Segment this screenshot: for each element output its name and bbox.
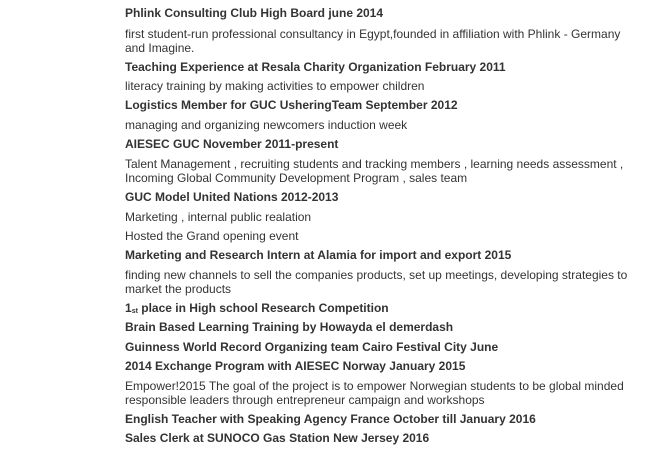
entry-description-phlink: first student-run professional consultancy in Egypt,founded in affiliation with Phlink - Germany and Imagine. [125,27,621,55]
entry-heading-mun: GUC Model United Nations 2012-2013 [125,190,339,204]
entry-heading-phlink: Phlink Consulting Club High Board june 2014 [125,6,384,20]
entry-heading-guinness: Guinness World Record Organizing team Cairo Festival City June [125,340,499,354]
entry-description-ushering: managing and organizing newcomers induction week [125,118,408,132]
entry-description-mun-hosted: Hosted the Grand opening event [125,229,299,243]
entry-heading-english-teacher: English Teacher with Speaking Agency France October till January 2016 [125,412,536,426]
entry-heading-brain-based: Brain Based Learning Training by Howayda el demerdash [125,320,454,334]
entry-heading-research-competition [125,301,640,319]
entry-description-mun-marketing: Marketing , internal public realation [125,210,312,224]
entry-heading-resala: Teaching Experience at Resala Charity Organization February 2011 [125,60,506,74]
entry-description-resala: literacy training by making activities to empower children [125,79,425,93]
entry-heading-sales-clerk: Sales Clerk at SUNOCO Gas Station New Jersey 2016 [125,431,430,445]
entry-heading-aiesec: AIESEC GUC November 2011-present [125,137,339,151]
place-number: 1 [125,301,132,315]
place-suffix: st [131,308,138,315]
entry-heading-ushering: Logistics Member for GUC UsheringTeam September 2012 [125,98,458,112]
place-text: place in High school Research Competition [137,301,389,315]
entry-description-aiesec: Talent Management , recruiting students and tracking members , learning needs assessment , Incoming Global Community Development Program , sales team [125,157,624,185]
entry-description-exchange: Empower!2015 The goal of the project is to empower Norwegian students to be global minded responsible leaders through entrepreneur campaign and workshops [125,379,624,407]
entry-heading-exchange: 2014 Exchange Program with AIESEC Norway January 2015 [125,359,466,373]
entry-description-alamia: finding new channels to sell the companies products, set up meetings, developing strategies to market the products [125,268,628,296]
entry-heading-alamia: Marketing and Research Intern at Alamia for import and export 2015 [125,248,512,262]
